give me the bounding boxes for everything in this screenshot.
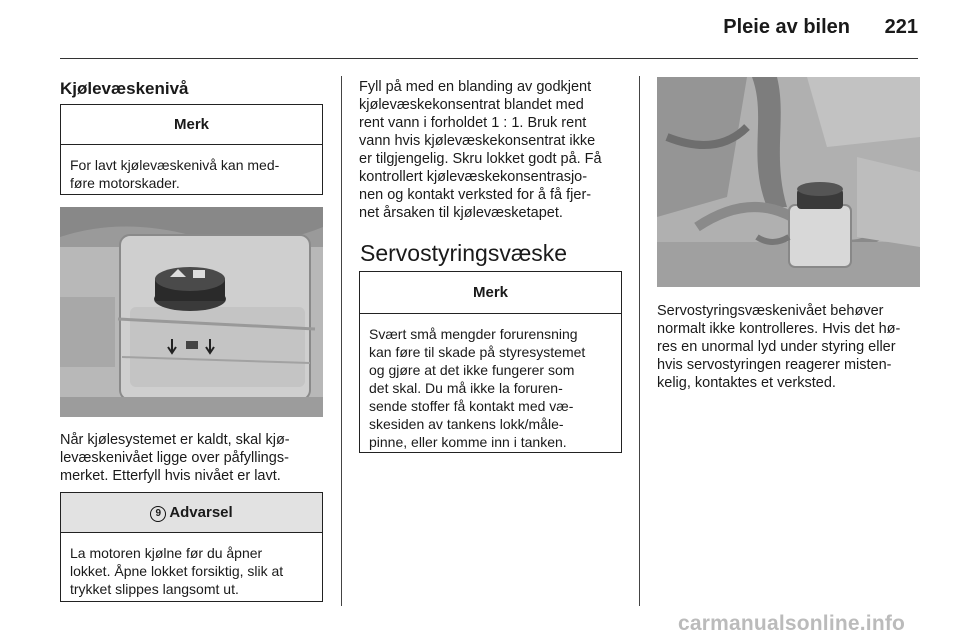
- column-divider: [341, 76, 342, 606]
- note-line: skesiden av tankens lokk/måle-: [369, 416, 564, 432]
- warning-line: lokket. Åpne lokket forsiktig, slik at: [70, 563, 284, 579]
- note-line: føre motorskader.: [70, 175, 180, 191]
- text-line: hvis servostyringen reagerer misten-: [657, 357, 892, 373]
- warning-heading-label: Advarsel: [169, 504, 233, 521]
- note-line: kan føre til skade på styresystemet: [369, 344, 586, 360]
- note-body: [360, 314, 621, 451]
- text-line: Når kjølesystemet er kaldt, skal kjø-: [60, 432, 290, 448]
- warning-box: [60, 492, 323, 602]
- warning-line: trykket slippes langsomt ut.: [70, 581, 239, 597]
- text-line: Fyll på med en blanding av godkjent: [359, 79, 592, 95]
- power-steering-reservoir-illustration: [657, 77, 920, 287]
- text-line: kontrollert kjølevæskekonsentrasjo-: [359, 169, 588, 185]
- note-line: pinne, eller komme inn i tanken.: [369, 434, 567, 450]
- coolant-section-title: Kjølevæskenivå: [60, 79, 189, 98]
- coolant-refill-text: [359, 78, 624, 222]
- text-line: normalt ikke kontrolleres. Hvis det hø-: [657, 321, 901, 337]
- note-heading: Merk: [360, 272, 621, 314]
- header-rule: [60, 58, 918, 59]
- text-line: rent vann i forholdet 1 : 1. Bruk rent: [359, 115, 587, 131]
- text-line: er tilgjengelig. Skru lokket godt på. Få: [359, 151, 602, 167]
- note-line: sende stoffer få kontakt med væ-: [369, 398, 574, 414]
- text-line: levæskenivået ligge over påfyllings-: [60, 450, 289, 466]
- power-steering-section-title: Servostyringsvæske: [360, 240, 568, 266]
- column-divider: [639, 76, 640, 606]
- warning-line: La motoren kjølne før du åpner: [70, 545, 263, 561]
- warning-body: [61, 533, 322, 598]
- note-line: Svært små mengder forurensning: [369, 326, 578, 342]
- warning-heading: [61, 493, 322, 533]
- watermark: carmanualsonline.info: [678, 612, 906, 635]
- text-line: merket. Etterfyll hvis nivået er lavt.: [60, 468, 281, 484]
- note-body: [61, 145, 322, 192]
- power-steering-text: [657, 302, 922, 392]
- text-line: net årsaken til kjølevæsketapet.: [359, 205, 563, 221]
- coolant-text: [60, 431, 325, 485]
- text-line: kjølevæskekonsentrat blandet med: [359, 97, 584, 113]
- text-line: Servostyringsvæskenivået behøver: [657, 303, 884, 319]
- page-number: 221: [884, 16, 918, 38]
- coolant-note-box: [60, 104, 323, 195]
- note-line: og gjøre at det ikke fungerer som: [369, 362, 575, 378]
- text-line: vann hvis kjølevæskekonsentrat ikke: [359, 133, 596, 149]
- note-heading: Merk: [61, 105, 322, 145]
- warning-icon: 9: [150, 506, 166, 522]
- text-line: kelig, kontaktes et verksted.: [657, 375, 836, 391]
- coolant-reservoir-photo: [60, 207, 323, 417]
- text-line: res en unormal lyd under styring eller: [657, 339, 896, 355]
- note-line: det skal. Du må ikke la foruren-: [369, 380, 563, 396]
- coolant-reservoir-illustration: [60, 207, 323, 417]
- power-steering-reservoir-photo: [657, 77, 920, 287]
- header-title: Pleie av bilen: [723, 16, 850, 38]
- note-line: For lavt kjølevæskenivå kan med-: [70, 157, 280, 173]
- text-line: nen og kontakt verksted for å få fjer-: [359, 187, 592, 203]
- power-steering-note-box: [359, 271, 622, 453]
